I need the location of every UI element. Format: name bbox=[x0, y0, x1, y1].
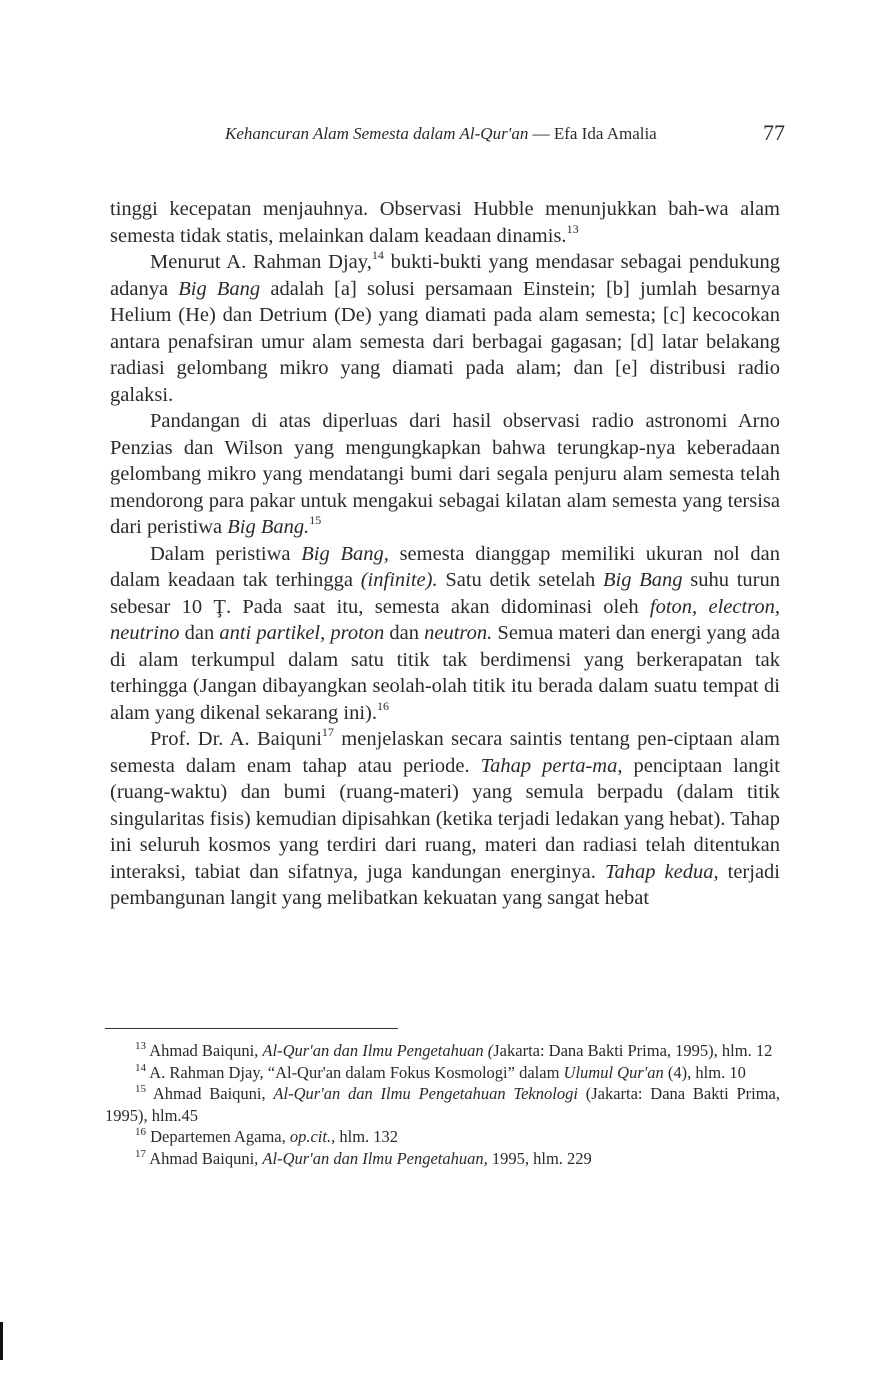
footnote-ref-13: 13 bbox=[566, 221, 579, 236]
footnote-ref-16: 16 bbox=[376, 698, 389, 713]
header-author: — Efa Ida Amalia bbox=[528, 124, 657, 143]
paragraph-4: Dalam peristiwa Big Bang, semesta dianggap memiliki ukuran nol dan dalam keadaan tak terhingga (infinite). Satu detik setelah Big Bang suhu turun sebesar 10 Ţ. Pada saat itu, semesta akan didominasi oleh foton, electron, neutrino dan anti partikel, proton dan neutron. Semua materi dan energi yang ada di alam terkumpul dalam satu titik tak berdimensi yang berkerapatan tak terhingga (Jangan dibayangkan seolah-olah titik itu berada dalam suatu tempat di alam yang dikenal sekarang ini).$^{16}$ bbox=[110, 542, 780, 724]
footnote-16: $^{16}$ Departemen Agama, op.cit., hlm. 132 bbox=[135, 1126, 399, 1146]
footnote-17: $^{17}$ Ahmad Baiquni, Al-Qur'an dan Ilmu Pengetahuan, 1995, hlm. 229 bbox=[135, 1147, 592, 1168]
header-title: Kehancuran Alam Semesta dalam Al-Qur'an bbox=[225, 124, 529, 143]
footnote-divider bbox=[105, 1028, 398, 1029]
footnote-15: $^{15}$ Ahmad Baiquni, Al-Qur'an dan Ilmu Pengetahuan Teknologi (Jakarta: Dana Bakti Prima, 1995), hlm.45 bbox=[105, 1083, 780, 1125]
paragraph-3: Pandangan di atas diperluas dari hasil observasi radio astronomi Arno Penzias dan Wilson yang mengungkapkan bahwa terungkap-nya keberadaan gelombang mikro yang mendatangi bumi dari segala penjuru alam semesta telah mendorong para pakar untuk mengakui sebagai kilatan alam semesta yang tersisa dari peristiwa Big Bang.$^{15}$ bbox=[110, 410, 780, 538]
paragraph-1: tinggi kecepatan menjauhnya. Observasi Hubble menunjukkan bah-wa alam semesta tidak statis, melainkan dalam keadaan dinamis.$^{13}$ bbox=[110, 198, 780, 247]
footnote-14: $^{14}$ A. Rahman Djay, “Al-Qur'an dalam Fokus Kosmologi” dalam Ulumul Qur'an (4), hlm. 10 bbox=[135, 1061, 746, 1082]
footnote-ref-14: 14 bbox=[371, 248, 384, 262]
footnote-ref-17: 17 bbox=[321, 725, 334, 739]
footnote-ref-15: 15 bbox=[309, 513, 322, 527]
scan-edge-mark bbox=[0, 1322, 3, 1360]
paragraph-5: Prof. Dr. A. Baiquni$^{17}$ menjelaskan secara saintis tentang pen-ciptaan alam semesta dalam enam tahap atau periode. Tahap perta-ma, penciptaan langit (ruang-waktu) dan bumi (ruang-materi) yang semula berpadu (dalam titik singularitas fisis) kemudian dipisahkan (ketika terjadi ledakan yang hebat). Tahap ini seluruh kosmos yang terdiri dari ruang, materi dan radiasi telah ditentukan interaksi, tabiat dan sifatnya, juga kandungan energinya. Tahap kedua, terjadi pembangunan langit yang melibatkan kekuatan yang sangat hebat bbox=[110, 725, 780, 909]
page-number: 77 bbox=[763, 120, 785, 145]
running-header bbox=[225, 120, 785, 145]
body-text bbox=[110, 196, 780, 912]
paragraph-2: Menurut A. Rahman Djay,$^{14}$ bukti-bukti yang mendasar sebagai pendukung adanya Big Bang adalah [a] solusi persamaan Einstein; [b] jumlah besarnya Helium (He) dan Detrium (De) yang diamati pada alam semesta; [c] kecocokan antara penafsiran umur alam semesta dari berbagai gagasan; [d] latar belakang radiasi gelombang mikro yang diamati pada alam; dan [e] distribusi radio galaksi. bbox=[110, 248, 781, 406]
footnote-13: $^{13}$ Ahmad Baiquni, Al-Qur'an dan Ilmu Pengetahuan (Jakarta: Dana Bakti Prima, 1995), hlm. 12 bbox=[135, 1040, 773, 1060]
footnotes bbox=[105, 1040, 780, 1169]
